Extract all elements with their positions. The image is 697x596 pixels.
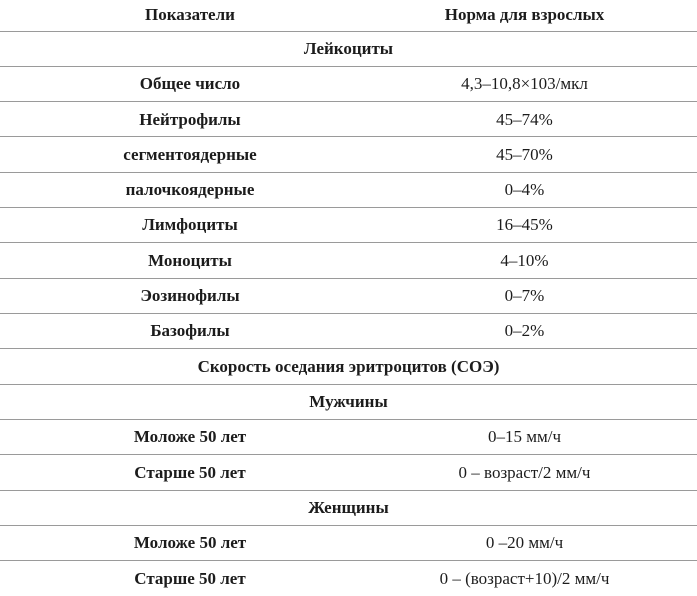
table-body [0,31,697,596]
table-row [0,102,697,137]
column-header-indicators: Показатели [0,0,352,31]
section-label: Женщины [0,490,697,525]
section-label: Скорость оседания эритроцитов (СОЭ) [0,349,697,384]
indicator-label: Базофилы [0,314,352,349]
indicator-label: Моложе 50 лет [0,525,352,560]
section-row [0,490,697,525]
norm-value: 4,3–10,8×103/мкл [352,66,697,101]
indicator-label: Старше 50 лет [134,568,246,588]
header-row [0,0,697,31]
table-row [0,208,697,243]
norm-value: 0 – возраст/2 мм/ч [352,455,697,490]
indicator-label: сегментоядерные [0,137,352,172]
norm-value: 0–7% [352,278,697,313]
norm-value: 0 – (возраст+10)/2 мм/ч [439,568,610,588]
table-row [0,525,697,560]
section-row [0,384,697,419]
table-row [0,66,697,101]
norm-value: 0–4% [352,172,697,207]
norm-value: 45–70% [352,137,697,172]
indicator-label: Нейтрофилы [0,102,352,137]
norm-value: 0–15 мм/ч [352,419,697,454]
norm-value: 45–74% [352,102,697,137]
norm-value: 4–10% [352,243,697,278]
table-row [0,172,697,207]
indicator-label: Старше 50 лет [0,455,352,490]
indicator-label: Эозинофилы [0,278,352,313]
norm-value: 0 –20 мм/ч [352,525,697,560]
section-label: Лейкоциты [0,31,697,66]
section-row [0,349,697,384]
table-row [0,243,697,278]
indicator-label: палочкоядерные [0,172,352,207]
norm-value: 0–2% [352,314,697,349]
section-label: Мужчины [0,384,697,419]
table-row [0,314,697,349]
column-header-norm: Норма для взрослых [352,0,697,31]
table-row [0,455,697,490]
norm-value: 16–45% [352,208,697,243]
indicator-label: Лимфоциты [0,208,352,243]
table-header [0,0,697,31]
indicator-label: Моложе 50 лет [0,419,352,454]
table-row [0,278,697,313]
table-row [0,419,697,454]
indicator-label: Моноциты [0,243,352,278]
table-row [0,561,697,596]
indicator-label: Общее число [0,66,352,101]
table-row [0,137,697,172]
section-row [0,31,697,66]
